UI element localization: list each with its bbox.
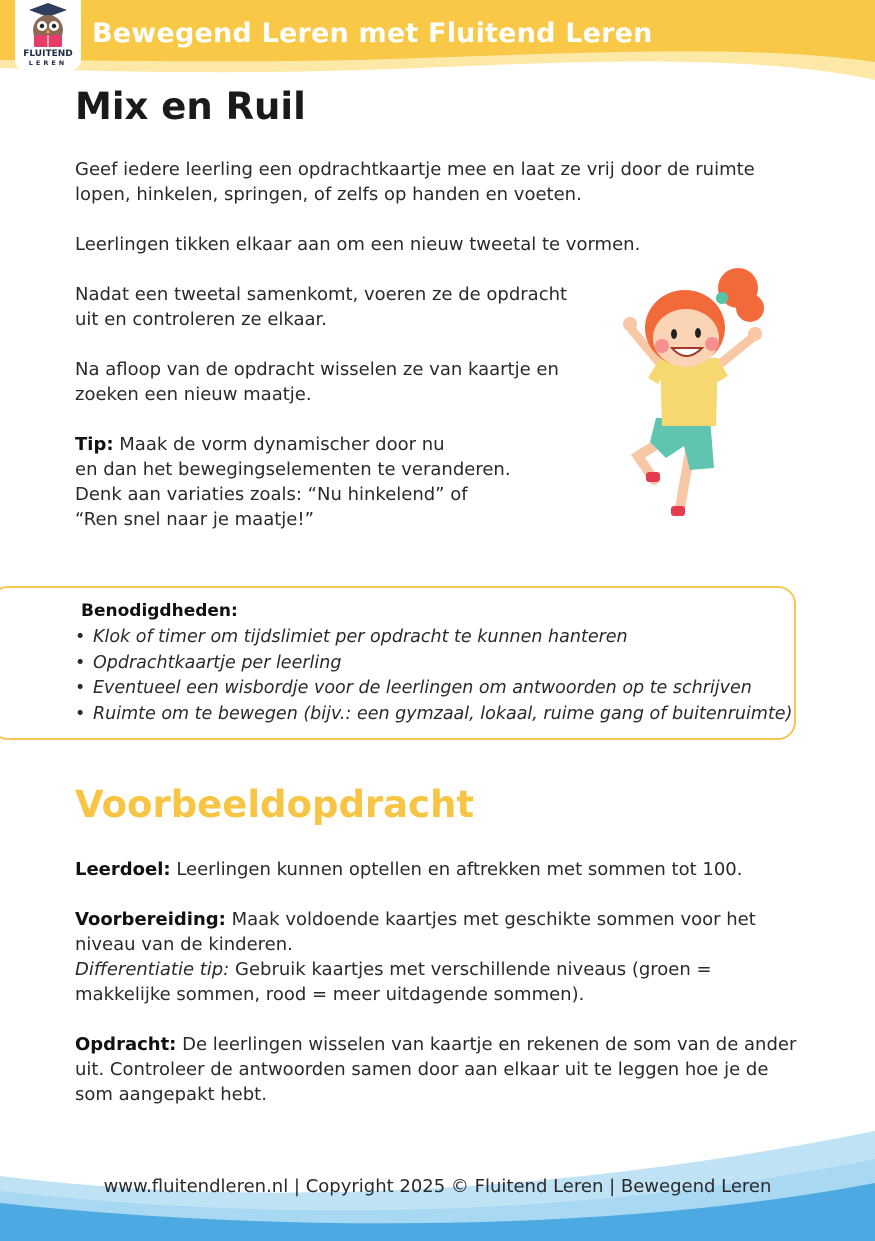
diff-line1: Gebruik kaartjes met verschillende niveaus (groen = bbox=[229, 959, 712, 980]
intro-paragraph-3 bbox=[75, 282, 567, 332]
prep-line2: niveau van de kinderen. bbox=[75, 934, 293, 955]
tip-label: Tip: bbox=[75, 434, 114, 455]
goal-text: Leerlingen kunnen optellen en aftrekken met sommen tot 100. bbox=[170, 859, 743, 880]
list-item: • Eventueel een wisbordje voor de leerlingen om antwoorden op te schrijven bbox=[75, 676, 792, 702]
prep-label: Voorbereiding: bbox=[75, 909, 226, 930]
intro-p1-line1: Geef iedere leerling een opdrachtkaartje mee en laat ze vrij door de ruimte bbox=[75, 159, 755, 180]
goal-label: Leerdoel: bbox=[75, 859, 171, 880]
logo-subtext: LEREN bbox=[28, 59, 68, 67]
learning-goal-paragraph bbox=[75, 857, 742, 882]
tip-line1: Maak de vorm dynamischer door nu bbox=[113, 434, 445, 455]
task-line2: uit. Controleer de antwoorden samen door aan elkaar uit te leggen hoe je de bbox=[75, 1059, 769, 1080]
intro-p3-line2: uit en controleren ze elkaar. bbox=[75, 309, 328, 330]
jumping-girl-illustration bbox=[610, 258, 780, 530]
tip-line3: Denk aan variaties zoals: “Nu hinkelend” of bbox=[75, 484, 468, 505]
tip-line4: “Ren snel naar je maatje!” bbox=[75, 509, 314, 530]
task-paragraph bbox=[75, 1032, 796, 1107]
supplies-list bbox=[75, 625, 792, 727]
intro-p3-line1: Nadat een tweetal samenkomt, voeren ze de opdracht bbox=[75, 284, 568, 305]
diff-label: Differentiatie tip: bbox=[75, 959, 230, 980]
intro-p4-line2: zoeken een nieuw maatje. bbox=[75, 384, 312, 405]
intro-paragraph-4 bbox=[75, 357, 559, 407]
list-item: • Klok of timer om tijdslimiet per opdracht te kunnen hanteren bbox=[75, 625, 792, 651]
logo-text: FLUITEND bbox=[23, 49, 73, 59]
footer-text: www.fluitendleren.nl | Copyright 2025 © Fluitend Leren | Bewegend Leren bbox=[103, 1176, 772, 1197]
task-line3: som aangepakt hebt. bbox=[75, 1084, 267, 1105]
diff-line2: makkelijke sommen, rood = meer uitdagende sommen). bbox=[75, 984, 585, 1005]
task-line1: De leerlingen wisselen van kaartje en rekenen de som van de ander bbox=[176, 1034, 797, 1055]
example-heading: Voorbeeldopdracht bbox=[75, 783, 475, 826]
intro-paragraph-2: Leerlingen tikken elkaar aan om een nieuw tweetal te vormen. bbox=[75, 234, 641, 255]
task-label: Opdracht: bbox=[75, 1034, 177, 1055]
intro-p1-line2: lopen, hinkelen, springen, of zelfs op handen en voeten. bbox=[75, 184, 582, 205]
list-item: • Ruimte om te bewegen (bijv.: een gymzaal, lokaal, ruime gang of buitenruimte) bbox=[75, 702, 792, 728]
tip-line2: en dan het bewegingselementen te veranderen. bbox=[75, 459, 511, 480]
header-title: Bewegend Leren met Fluitend Leren bbox=[92, 18, 653, 49]
intro-p4-line1: Na afloop van de opdracht wisselen ze van kaartje en bbox=[75, 359, 559, 380]
tip-paragraph bbox=[75, 432, 511, 532]
page-title: Mix en Ruil bbox=[75, 85, 306, 128]
intro-paragraph-1 bbox=[75, 157, 755, 207]
list-item: • Opdrachtkaartje per leerling bbox=[75, 651, 792, 677]
owl-icon bbox=[15, 0, 81, 50]
supplies-title: Benodigdheden: bbox=[81, 601, 238, 621]
preparation-paragraph bbox=[75, 907, 756, 1007]
prep-line1: Maak voldoende kaartjes met geschikte sommen voor het bbox=[225, 909, 756, 930]
